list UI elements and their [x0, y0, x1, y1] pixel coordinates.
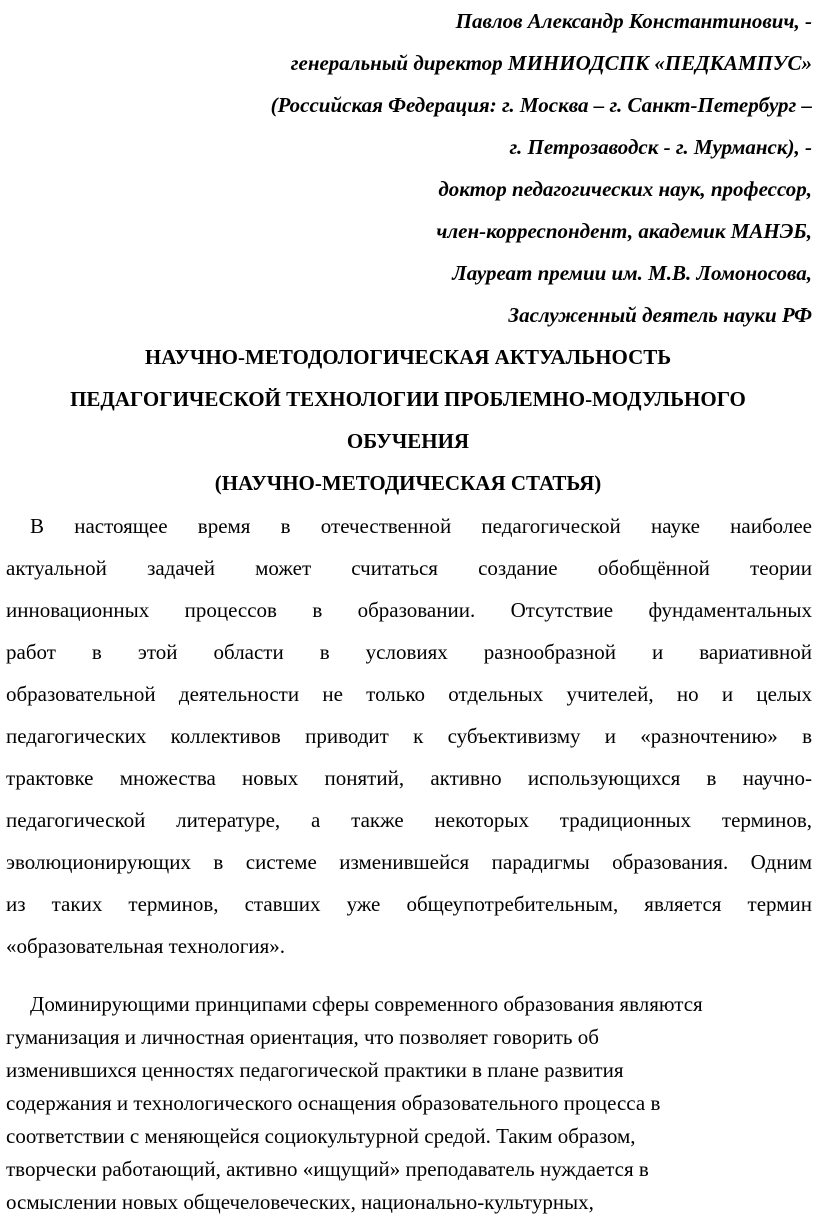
paragraph-line: «образовательная технология».: [6, 934, 286, 958]
paragraph-line: содержания и технологического оснащения образовательного процесса в: [6, 1091, 661, 1115]
author-name: Павлов Александр Константинович, -: [455, 9, 812, 33]
paragraph-line: гуманизация и личностная ориентация, что позволяет говорить об: [6, 1025, 599, 1049]
author-block: [271, 0, 812, 336]
paragraph-line: осмыслении новых общечеловеческих, национально-культурных,: [6, 1190, 594, 1214]
paragraph-line: творчески работающий, активно «ищущий» преподаватель нуждается в: [6, 1157, 649, 1181]
paragraph-line: В настоящее время в отечественной педагогической науке наиболее: [30, 514, 812, 538]
paragraph-line: изменившихся ценностях педагогической практики в плане развития: [6, 1058, 624, 1082]
paragraph-line: соответствии с меняющейся социокультурной средой. Таким образом,: [6, 1124, 636, 1148]
title-line: НАУЧНО-МЕТОДОЛОГИЧЕСКАЯ АКТУАЛЬНОСТЬ: [144, 345, 672, 369]
paragraph-line: из таких терминов, ставших уже общеупотребительным, является термин: [6, 892, 812, 916]
paragraph-line: актуальной задачей может считаться создание обобщённой теории: [6, 556, 812, 580]
paragraph-line: педагогической литературе, а также некоторых традиционных терминов,: [6, 808, 812, 832]
paragraph-line: образовательной деятельности не только отдельных учителей, но и целых: [6, 682, 812, 706]
paragraph-line: эволюционирующих в системе изменившейся парадигмы образования. Одним: [6, 850, 812, 874]
title-line: ОБУЧЕНИЯ: [346, 429, 470, 453]
author-location-line1: (Российская Федерация: г. Москва – г. Санкт-Петербург –: [270, 93, 812, 117]
paragraph-line: Доминирующими принципами сферы современного образования являются: [30, 992, 703, 1016]
author-membership: член-корреспондент, академик МАНЭБ,: [436, 219, 812, 243]
paragraph-line: работ в этой области в условиях разнообразной и вариативной: [6, 640, 812, 664]
paragraph-line: инновационных процессов в образовании. Отсутствие фундаментальных: [6, 598, 812, 622]
title-subtitle: (НАУЧНО-МЕТОДИЧЕСКАЯ СТАТЬЯ): [214, 471, 602, 495]
title-line: ПЕДАГОГИЧЕСКОЙ ТЕХНОЛОГИИ ПРОБЛЕМНО-МОДУЛЬНОГО: [70, 387, 746, 411]
author-degree: доктор педагогических наук, профессор,: [438, 177, 812, 201]
paragraph-line: педагогических коллективов приводит к субъективизму и «разночтению» в: [6, 724, 812, 748]
paragraph-line: трактовке множества новых понятий, активно использующихся в научно-: [6, 766, 812, 790]
author-position: генеральный директор МИНИОДСПК «ПЕДКАМПУС»: [290, 51, 812, 75]
author-location-line2: г. Петрозаводск - г. Мурманск), -: [509, 135, 812, 159]
author-honor: Заслуженный деятель науки РФ: [508, 303, 812, 327]
article-title: [0, 336, 816, 504]
author-award: Лауреат премии им. М.В. Ломоносова,: [452, 261, 812, 285]
body-paragraph-2: [6, 988, 812, 1219]
body-paragraph-1: [6, 505, 812, 967]
